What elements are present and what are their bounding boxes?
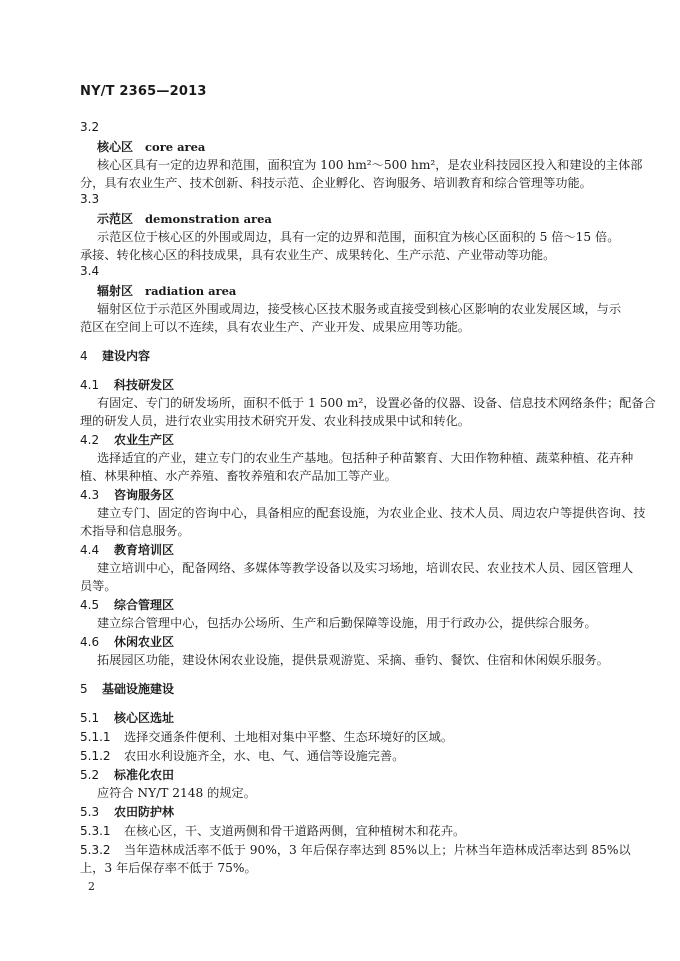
subsection-number: 5.1 [80, 711, 100, 725]
clause-text: 当年造林成活率不低于 90%，3 年后保存率达到 85%以上；片林当年造林成活率达到 85%以 [124, 843, 631, 857]
clause-continuation: 上，3 年后保存率不低于 75%。 [80, 861, 257, 875]
paragraph-line: 植、林果种植、水产养殖、畜牧养殖和农产品加工等产业。 [80, 469, 397, 483]
paragraph-line: 员等。 [80, 579, 117, 593]
term-en: core area [145, 140, 206, 154]
subsection-number: 4.3 [80, 488, 100, 502]
subsection-heading [80, 541, 174, 558]
term-zh: 示范区 [97, 212, 134, 226]
section-number: 4 [80, 349, 88, 363]
subsection-heading [80, 709, 174, 726]
paragraph-line: 建立综合管理中心，包括办公场所、生产和后勤保障等设施，用于行政办公，提供综合服务。 [97, 616, 597, 630]
clause-text: 选择交通条件便利、土地相对集中平整、生态环境好的区域。 [124, 730, 454, 744]
term-definition-line: 范区在空间上可以不连续，具有农业生产、产业开发、成果应用等功能。 [80, 320, 470, 334]
term-heading [97, 210, 272, 227]
clause-line [80, 822, 465, 839]
paragraph-line: 应符合 NY/T 2148 的规定。 [97, 786, 256, 800]
subsection-heading [80, 766, 174, 783]
term-en: radiation area [145, 284, 237, 298]
term-definition-line: 分，具有农业生产、技术创新、科技示范、企业孵化、咨询服务、培训教育和综合管理等功能。 [80, 176, 592, 190]
subsection-number: 4.5 [80, 598, 100, 612]
clause-line [80, 747, 404, 764]
subsection-title: 综合管理区 [114, 598, 175, 612]
paragraph-line: 选择适宜的产业，建立专门的农业生产基地。包括种子种苗繁育、大田作物种植、蔬菜种植、花卉种 [97, 451, 634, 465]
paragraph-line: 理的研发人员，进行农业实用技术研究开发、农业科技成果中试和转化。 [80, 414, 470, 428]
term-heading [97, 282, 236, 299]
subsection-heading [80, 431, 174, 448]
subsection-title: 咨询服务区 [114, 488, 175, 502]
page-number: 2 [88, 880, 95, 893]
subsection-heading [80, 376, 174, 393]
term-definition-line: 承接、转化核心区的科技成果，具有农业生产、成果转化、生产示范、产业带动等功能。 [80, 248, 556, 262]
subsection-title: 农田防护林 [114, 805, 175, 819]
term-definition-line: 辐射区位于示范区外围或周边，接受核心区技术服务或直接受到核心区影响的农业发展区域，与示 [97, 302, 622, 316]
clause-text: 在核心区，干、支道两侧和骨干道路两侧，宜种植树木和花卉。 [124, 824, 466, 838]
paragraph-line: 拓展园区功能，建设休闲农业设施，提供景观游览、采摘、垂钓、餐饮、住宿和休闲娱乐服务。 [97, 653, 609, 667]
clause-number: 5.1.2 [80, 749, 111, 763]
term-en: demonstration area [145, 212, 272, 226]
term-heading [97, 138, 205, 155]
clause-line [80, 728, 453, 745]
subsection-number: 4.6 [80, 635, 100, 649]
section-number: 5 [80, 682, 88, 696]
subsection-heading [80, 633, 174, 650]
paragraph-line: 建立培训中心，配备网络、多媒体等教学设备以及实习场地，培训农民、农业技术人员、园区管理人 [97, 561, 634, 575]
subsection-title: 核心区选址 [114, 711, 175, 725]
subsection-title: 标准化农田 [114, 768, 175, 782]
term-definition-line: 示范区位于核心区的外围或周边，具有一定的边界和范围，面积宜为核心区面积的 5 倍～15 倍。 [97, 230, 620, 244]
subsection-title: 农业生产区 [114, 433, 175, 447]
term-zh: 核心区 [97, 140, 134, 154]
term-definition-line: 核心区具有一定的边界和范围，面积宜为 100 hm²～500 hm²，是农业科技园区投入和建设的主体部 [97, 158, 643, 172]
subsection-title: 科技研发区 [114, 378, 175, 392]
section-heading [80, 680, 174, 697]
section-title: 基础设施建设 [102, 682, 175, 696]
term-number: 3.2 [80, 120, 100, 134]
term-number: 3.3 [80, 192, 100, 206]
section-heading [80, 347, 150, 364]
subsection-heading [80, 803, 174, 820]
subsection-number: 4.4 [80, 543, 100, 557]
clause-text: 农田水利设施齐全，水、电、气、通信等设施完善。 [124, 749, 405, 763]
term-number: 3.4 [80, 264, 100, 278]
standard-code-header: NY/T 2365—2013 [80, 84, 207, 99]
clause-number: 5.1.1 [80, 730, 111, 744]
section-title: 建设内容 [102, 349, 151, 363]
subsection-title: 休闲农业区 [114, 635, 175, 649]
paragraph-line: 建立专门、固定的咨询中心，具备相应的配套设施，为农业企业、技术人员、周边农户等提供咨询、技 [97, 506, 646, 520]
clause-number: 5.3.1 [80, 824, 111, 838]
paragraph-line: 术指导和信息服务。 [80, 524, 190, 538]
subsection-heading [80, 596, 174, 613]
subsection-number: 5.2 [80, 768, 100, 782]
term-zh: 辐射区 [97, 284, 134, 298]
subsection-number: 5.3 [80, 805, 100, 819]
subsection-title: 教育培训区 [114, 543, 175, 557]
paragraph-line: 有固定、专门的研发场所，面积不低于 1 500 m²，设置必备的仪器、设备、信息技术网络条件；配备合 [97, 396, 656, 410]
clause-number: 5.3.2 [80, 843, 111, 857]
subsection-heading [80, 486, 174, 503]
subsection-number: 4.1 [80, 378, 100, 392]
clause-line [80, 841, 631, 858]
subsection-number: 4.2 [80, 433, 100, 447]
